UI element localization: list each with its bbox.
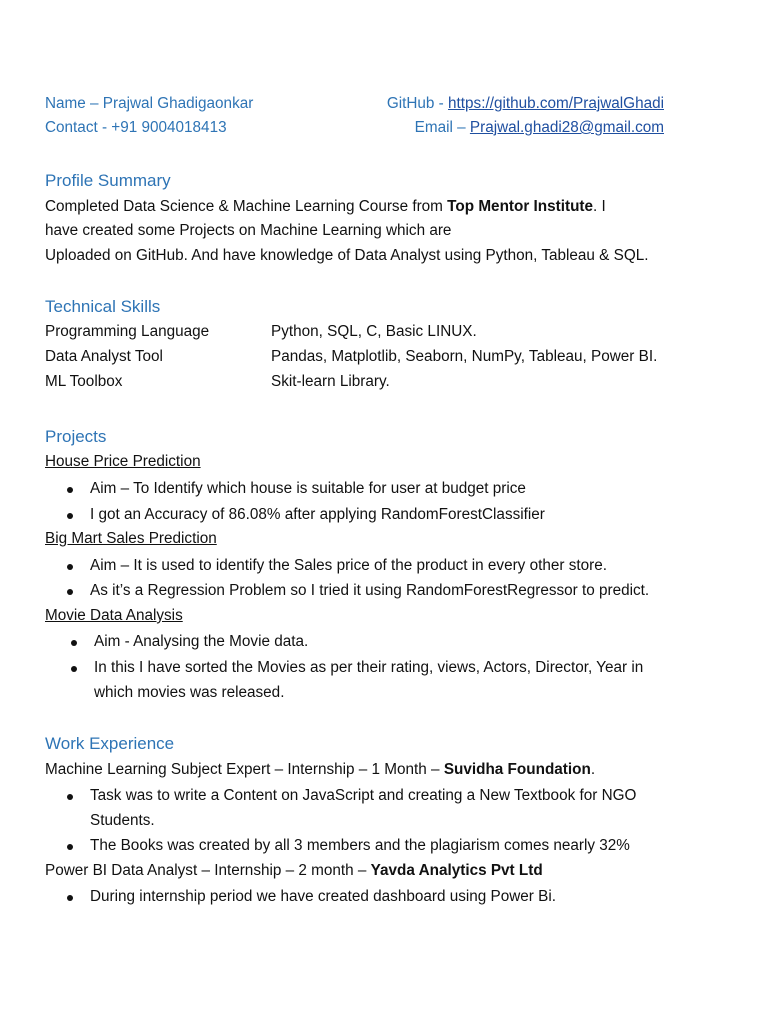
- profile-line-1: [45, 198, 606, 216]
- profile-summary-heading: Profile Summary: [45, 171, 171, 190]
- email-line: [415, 119, 664, 137]
- work-experience-heading: Work Experience: [45, 734, 175, 753]
- profile-line-1-text: Completed Data Science & Machine Learning Course from: [45, 198, 448, 215]
- list-item-continuation: Students.: [90, 812, 155, 829]
- company-name: Yavda Analytics Pvt Ltd: [370, 862, 543, 879]
- github-link[interactable]: https://github.com/PrajwalGhadi: [448, 95, 664, 112]
- email-label: Email –: [414, 119, 470, 136]
- github-label: GitHub -: [386, 95, 449, 112]
- skill-label: ML Toolbox: [45, 373, 123, 390]
- bullet-icon: [71, 666, 77, 672]
- list-item: Aim – To Identify which house is suitable for user at budget price: [90, 480, 526, 498]
- job-title: Machine Learning Subject Expert – Internship – 1 Month – Suvidha Foundation.: [45, 761, 596, 778]
- bullet-icon: [67, 589, 73, 595]
- list-item: As it’s a Regression Problem so I tried it using RandomForestRegressor to predict.: [90, 582, 649, 600]
- skill-value: Pandas, Matplotlib, Seaborn, NumPy, Tableau, Power BI.: [271, 348, 658, 365]
- profile-line-2: have created some Projects on Machine Learning which are: [45, 222, 452, 239]
- skill-label: Programming Language: [45, 323, 210, 340]
- github-line: [387, 95, 664, 113]
- list-item: Aim – It is used to identify the Sales price of the product in every other store.: [90, 557, 607, 575]
- bullet-icon: [67, 513, 73, 519]
- projects-heading: Projects: [45, 427, 107, 446]
- project-title: House Price Prediction: [45, 453, 201, 470]
- skill-value: Skit-learn Library.: [271, 373, 390, 390]
- contact-line: Contact - +91 9004018413: [45, 119, 227, 136]
- bullet-icon: [67, 564, 73, 570]
- skill-value: Python, SQL, C, Basic LINUX.: [271, 323, 477, 340]
- bullet-icon: [67, 895, 73, 901]
- list-item: The Books was created by all 3 members and the plagiarism comes nearly 32%: [90, 837, 630, 855]
- list-item-continuation: which movies was released.: [94, 684, 285, 701]
- list-item: During internship period we have created dashboard using Power Bi.: [90, 888, 556, 906]
- profile-line-3: Uploaded on GitHub. And have knowledge of Data Analyst using Python, Tableau & SQL.: [45, 247, 649, 264]
- job-title: Power BI Data Analyst – Internship – 2 month – Yavda Analytics Pvt Ltd: [45, 862, 543, 879]
- list-item: I got an Accuracy of 86.08% after applying RandomForestClassifier: [90, 506, 545, 524]
- technical-skills-heading: Technical Skills: [45, 297, 161, 316]
- institute-name: Top Mentor Institute: [447, 198, 594, 215]
- bullet-icon: [71, 640, 77, 646]
- bullet-icon: [67, 794, 73, 800]
- project-title: Big Mart Sales Prediction: [45, 530, 217, 547]
- company-name: Suvidha Foundation: [443, 761, 591, 778]
- list-item: In this I have sorted the Movies as per their rating, views, Actors, Director, Year in: [94, 659, 643, 677]
- bullet-icon: [67, 487, 73, 493]
- list-item: Aim - Analysing the Movie data.: [94, 633, 308, 651]
- project-title: Movie Data Analysis: [45, 607, 183, 624]
- email-link[interactable]: Prajwal.ghadi28@gmail.com: [469, 119, 664, 136]
- profile-line-1-end: . I: [593, 198, 606, 215]
- skill-label: Data Analyst Tool: [45, 348, 163, 365]
- name-line: Name – Prajwal Ghadigaonkar: [45, 95, 254, 112]
- bullet-icon: [67, 844, 73, 850]
- list-item: Task was to write a Content on JavaScript and creating a New Textbook for NGO: [90, 787, 636, 805]
